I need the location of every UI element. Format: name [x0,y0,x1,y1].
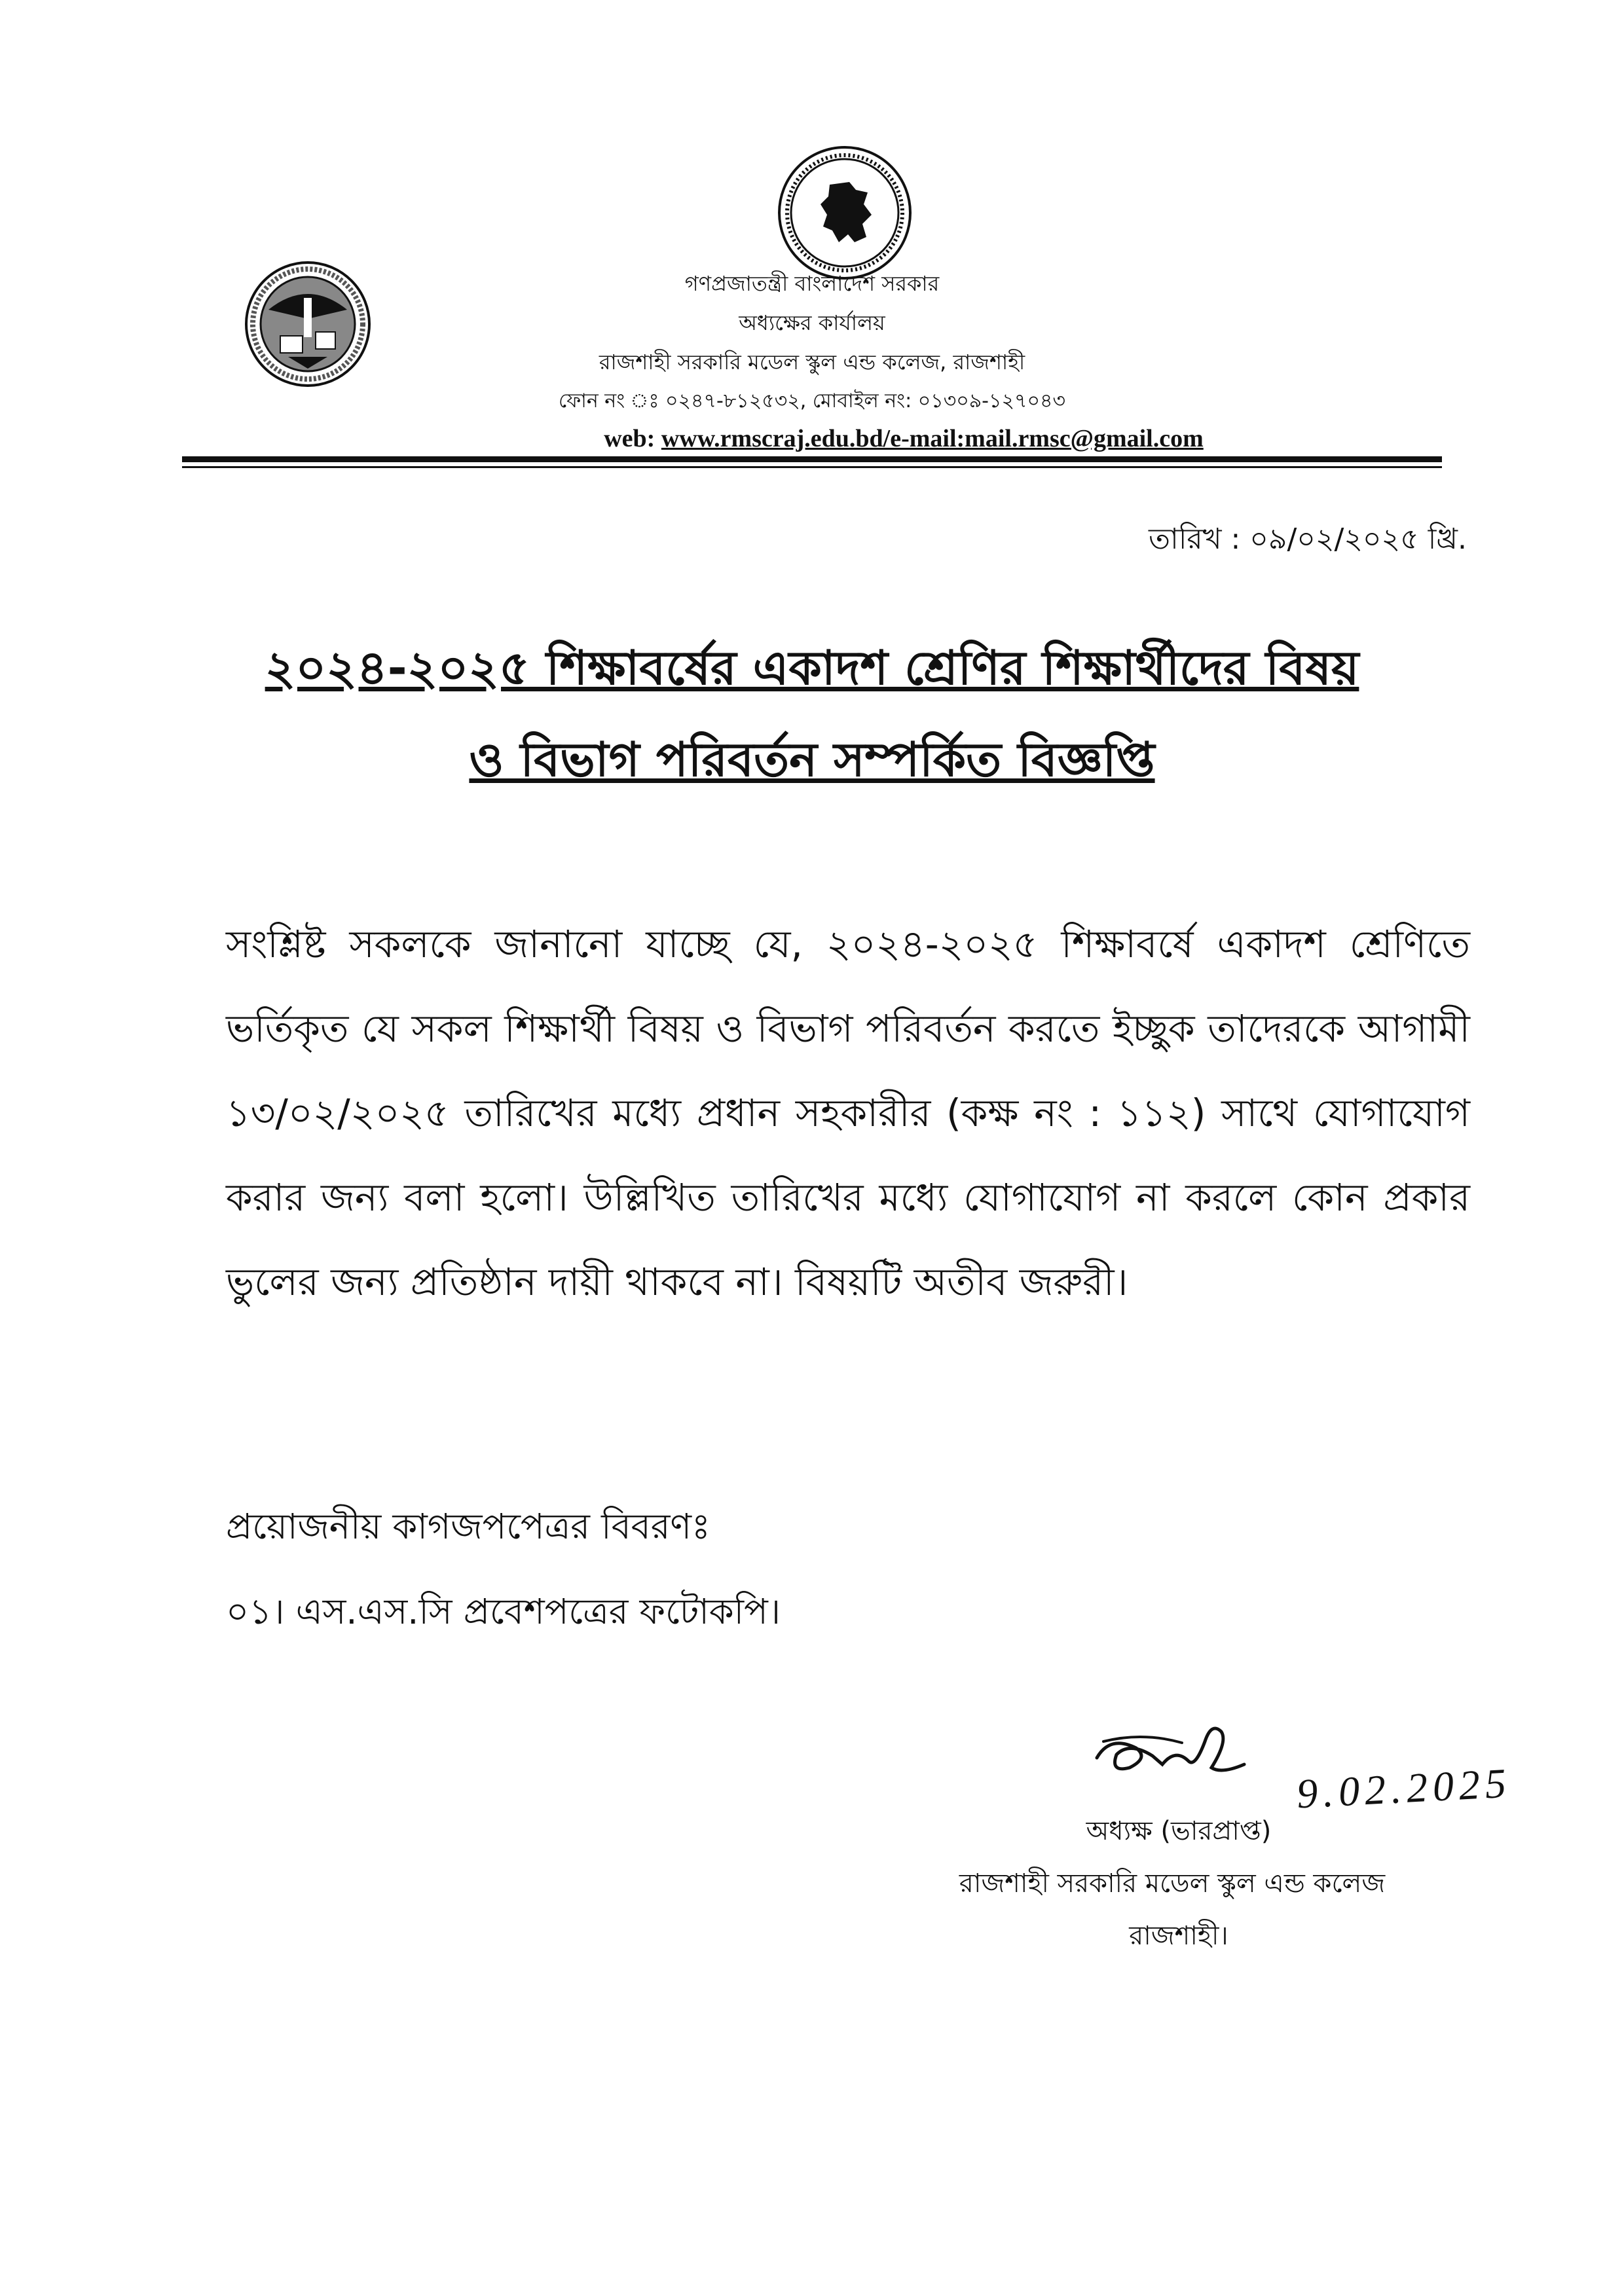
web-email-link[interactable]: www.rmscraj.edu.bd/e-mail:mail.rmsc@gmail.com [661,425,1204,452]
notice-date: তারিখ : ০৯/০২/২০২৫ খ্রি. [1149,522,1467,556]
signature-mark-icon [1090,1696,1261,1794]
documents-item-1: ০১। এস.এস.সি প্রবেশপত্রের ফটোকপি। [226,1591,781,1632]
header-divider-thin [182,466,1442,468]
government-emblem-icon [776,144,913,282]
signatory-designation: অধ্যক্ষ (ভারপ্রাপ্ত) [1086,1816,1272,1846]
govt-name: গণপ্রজাতন্ত্রী বাংলাদেশ সরকার [684,271,940,296]
signatory-city: রাজশাহী। [1129,1921,1228,1951]
contact-phone: ফোন নং ঃ ০২৪৭-৮১২৫৩২, মোবাইল নং: ০১৩০৯-১২৭০৪৩ [559,390,1065,412]
signatory-institution: রাজশাহী সরকারি মডেল স্কুল এন্ড কলেজ [959,1868,1386,1899]
header-divider [182,456,1442,462]
web-label: web: [604,425,655,452]
notice-title-line2: ও বিভাগ পরিবর্তন সম্পর্কিত বিজ্ঞপ্তি [469,732,1155,787]
institution-name: রাজশাহী সরকারি মডেল স্কুল এন্ড কলেজ, রাজশাহী [599,350,1025,374]
office-name: অধ্যক্ষের কার্যালয় [739,310,885,335]
contact-web [0,424,1624,453]
notice-title-line1: ২০২৪-২০২৫ শিক্ষাবর্ষের একাদশ শ্রেণির শিক্ষার্থীদের বিষয় [265,640,1359,695]
signature-date: 9.02.2025 [1295,1759,1513,1817]
notice-body: সংশ্লিষ্ট সকলকে জানানো যাচ্ছে যে, ২০২৪-২০২৫ শিক্ষাবর্ষে একাদশ শ্রেণিতে ভর্তিকৃত যে সকল শিক্ষার্থী বিষয় ও বিভাগ পরিবর্তন করতে ইচ্ছুক তাদেরকে আগামী ১৩/০২/২০২৫ তারিখের মধ্যে প্রধান সহকারীর (কক্ষ নং : ১১২) সাথে যোগাযোগ করার জন্য বলা হলো। উল্লিখিত তারিখের মধ্যে যোগাযোগ না করলে কোন প্রকার ভুলের জন্য প্রতিষ্ঠান দায়ী থাকবে না। বিষয়টি অতীব জরুরী। [226,922,1470,1304]
documents-heading: প্রয়োজনীয় কাগজপপেত্রর বিবরণঃ [226,1506,710,1547]
